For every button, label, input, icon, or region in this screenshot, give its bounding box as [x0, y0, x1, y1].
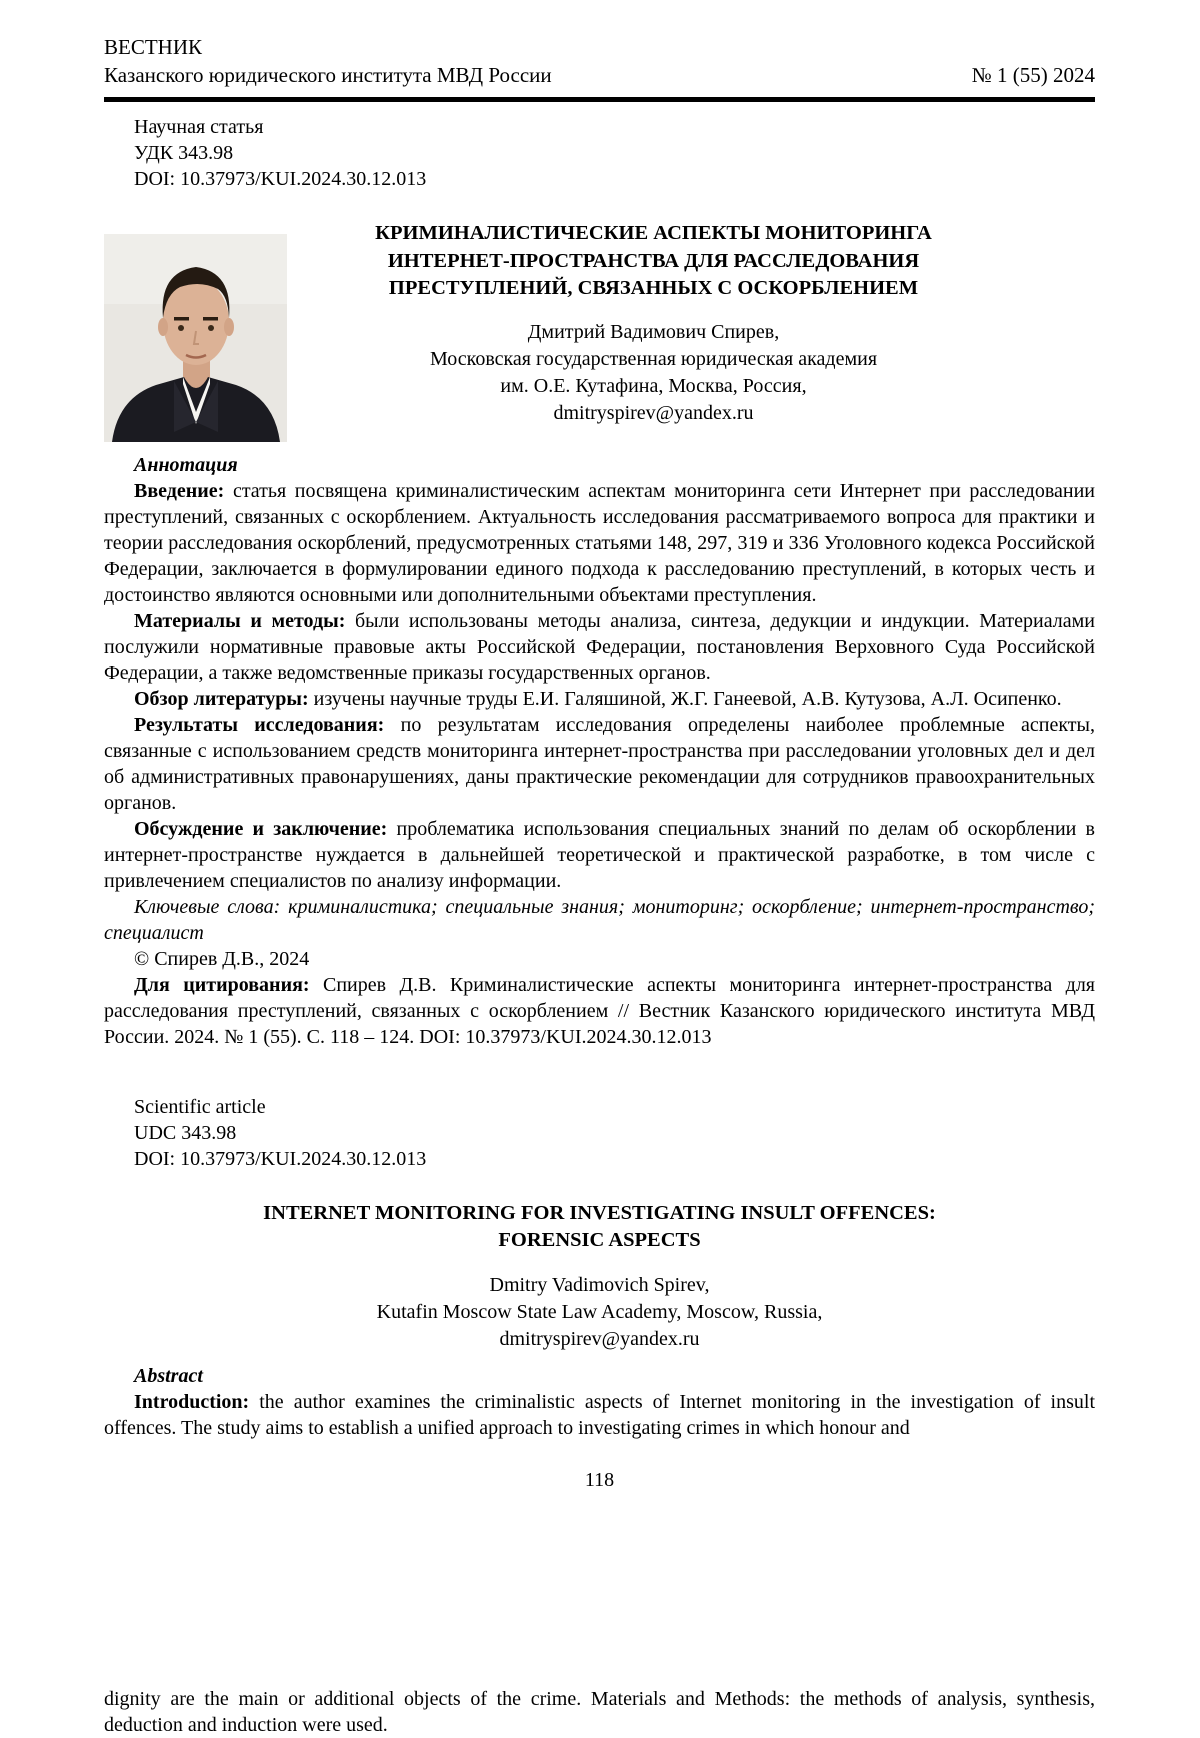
page-number: 118 — [584, 1469, 615, 1492]
section-label-introduction-en: Introduction: — [134, 1391, 250, 1414]
article-title-ru — [287, 220, 1020, 303]
article-title-en — [104, 1200, 1095, 1254]
keywords-paragraph — [104, 894, 1095, 946]
section-text-literature: изучены научные труды Е.И. Галяшиной, Ж.Г. Ганеевой, А.В. Кутузова, А.Л. Осипенко. — [313, 688, 1062, 711]
abstract-paragraph-literature — [104, 686, 1095, 712]
article-title-en-line1: INTERNET MONITORING FOR INVESTIGATING INSULT OFFENCES: — [263, 1202, 936, 1225]
journal-name-line2: Казанского юридического института МВД России — [104, 62, 552, 87]
affiliation-ru-line2: им. О.Е. Кутафина, Москва, Россия, — [500, 374, 807, 397]
abstract-paragraph-introduction-en — [104, 1389, 1095, 1441]
section-label-results: Результаты исследования: — [134, 714, 385, 737]
next-page-clipped-text: dignity are the main or additional objects of the crime. Materials and Methods: the methods of analysis, synthesis, deduction and induction were used. — [104, 1688, 1095, 1736]
section-text-discussion: проблематика использования специальных знаний по делам об оскорблении в интернет-пространстве нуждается в дальнейшей теоретической и практической разработке, в том числе с привлечением специалистов по анализу информации. — [104, 818, 1096, 893]
keywords-text: криминалистика; специальные знания; мониторинг; оскорбление; интернет-пространство; специалист — [104, 896, 1096, 945]
author-email-en: dmitryspirev@yandex.ru — [499, 1328, 700, 1351]
article-title-ru-line3: ПРЕСТУПЛЕНИЙ, СВЯЗАННЫХ С ОСКОРБЛЕНИЕМ — [388, 277, 919, 300]
section-label-introduction: Введение: — [134, 480, 225, 503]
abstract-paragraph-materials — [104, 608, 1095, 686]
section-label-materials: Материалы и методы: — [134, 610, 346, 633]
author-email-ru: dmitryspirev@yandex.ru — [553, 401, 754, 424]
author-name-ru: Дмитрий Вадимович Спирев, — [527, 320, 780, 343]
affiliation-ru-line1: Московская государственная юридическая академия — [429, 347, 878, 370]
abstract-body-en — [104, 1389, 1095, 1441]
section-text-introduction: статья посвящена криминалистическим аспектам мониторинга сети Интернет при расследовании преступлений, связанных с оскорблением. Актуальность исследования рассматриваемого вопроса для практики и теории расследования оскорблений, предусмотренных статьями 148, 297, 319 и 336 Уголовного кодекса Российской Федерации, заключается в формулировании единого подхода к расследованию преступлений, в которых честь и достоинство являются основными или дополнительными объектами преступления. — [104, 480, 1095, 607]
udc-en: UDC 343.98 — [134, 1122, 237, 1145]
section-text-results: по результатам исследования определены наиболее проблемные аспекты, связанные с использованием средств мониторинга интернет-пространства при расследовании уголовных дел и дел об административных правонарушениях, даны практические рекомендации для сотрудников правоохранительных органов. — [104, 714, 1095, 815]
doi-en: DOI: 10.37973/KUI.2024.30.12.013 — [134, 1148, 427, 1171]
abstract-heading-en: Abstract — [134, 1365, 203, 1388]
journal-name-line1: ВЕСТНИК — [104, 35, 203, 59]
article-type-ru: Научная статья — [134, 116, 264, 139]
author-name-en: Dmitry Vadimovich Spirev, — [489, 1274, 710, 1297]
article-title-ru-line2: ИНТЕРНЕТ-ПРОСТРАНСТВА ДЛЯ РАССЛЕДОВАНИЯ — [387, 249, 920, 272]
citation-text: Спирев Д.В. Криминалистические аспекты мониторинга интернет-пространства для расследования преступлений, связанных с оскорблением // Вестник Казанского юридического института МВД России. 2024. № 1 (55). С. 118 – 124. DOI: 10.37973/KUI.2024.30.12.013 — [104, 974, 1096, 1049]
article-title-ru-line1: КРИМИНАЛИСТИЧЕСКИЕ АСПЕКТЫ МОНИТОРИНГА — [375, 222, 932, 245]
journal-name — [104, 34, 552, 89]
section-label-literature: Обзор литературы: — [134, 688, 309, 711]
article-type-en: Scientific article — [134, 1096, 266, 1119]
section-text-introduction-en: the author examines the criminalistic aspects of Internet monitoring in the investigation of insult offences. The study aims to establish a unified approach to investigating crimes in which honour and — [104, 1391, 1095, 1440]
author-photo — [104, 234, 287, 442]
doi-ru: DOI: 10.37973/KUI.2024.30.12.013 — [134, 168, 427, 191]
affiliation-en: Kutafin Moscow State Law Academy, Moscow, Russia, — [376, 1301, 823, 1324]
abstract-paragraph-introduction — [104, 478, 1095, 608]
udc-ru: УДК 343.98 — [134, 142, 234, 165]
title-column — [287, 220, 1095, 442]
keywords-label: Ключевые слова: — [134, 896, 281, 919]
abstract-paragraph-results — [104, 712, 1095, 816]
journal-header — [104, 34, 1095, 102]
abstract-paragraph-discussion — [104, 816, 1095, 894]
abstract-body-ru — [104, 478, 1095, 1050]
author-block-en — [104, 1272, 1095, 1353]
citation-label: Для цитирования: — [134, 974, 310, 997]
article-meta-en — [104, 1094, 1095, 1172]
author-block-ru — [287, 319, 1020, 427]
article-title-en-line2: FORENSIC ASPECTS — [498, 1229, 701, 1252]
section-label-discussion: Обсуждение и заключение: — [134, 818, 388, 841]
abstract-heading-ru: Аннотация — [134, 454, 238, 477]
article-meta-ru — [104, 114, 1095, 192]
section-text-materials: были использованы методы анализа, синтеза, дедукции и индукции. Материалами послужили нормативные правовые акты Российской Федерации, постановления Верховного Суда Российской Федерации, а также ведомственные приказы государственных органов. — [104, 610, 1096, 685]
journal-issue: № 1 (55) 2024 — [971, 62, 1095, 87]
title-row — [104, 220, 1095, 442]
citation-paragraph — [104, 972, 1095, 1050]
copyright-line: © Спирев Д.В., 2024 — [134, 948, 310, 971]
